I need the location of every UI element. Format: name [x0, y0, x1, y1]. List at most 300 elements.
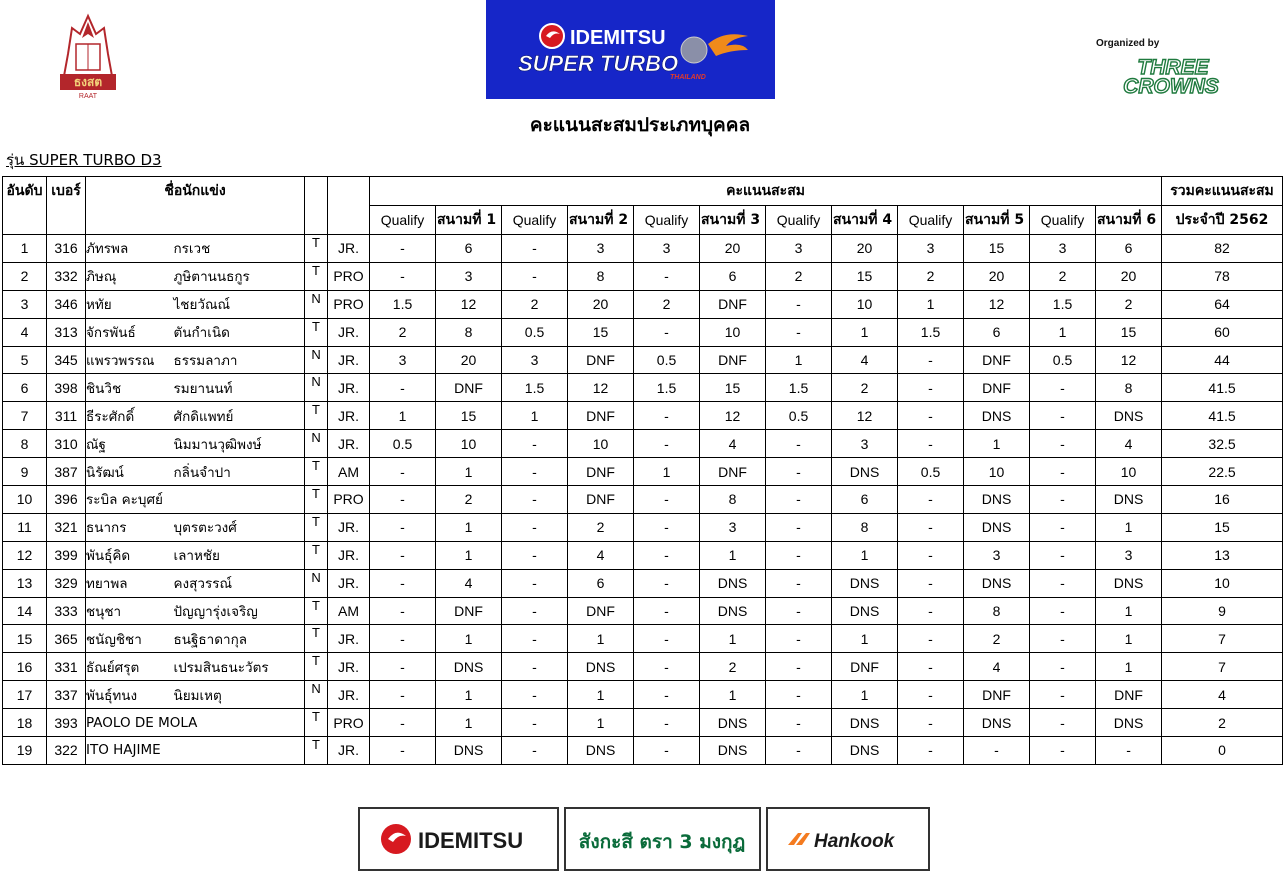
driver-last-name: นิมมานวุฒิพงษ์ [174, 430, 305, 458]
round-header-3: สนามที่ 3 [700, 206, 766, 235]
standings-row [3, 402, 1283, 430]
round-score: 3 [964, 541, 1030, 569]
round-score: 1 [832, 318, 898, 346]
class-header [328, 177, 370, 235]
round-score: 3 [1096, 541, 1162, 569]
qualify-score: - [766, 653, 832, 681]
rank-cell: 15 [3, 625, 47, 653]
qualify-score: - [634, 569, 700, 597]
qualify-score: 2 [766, 262, 832, 290]
round-score: 1 [436, 709, 502, 737]
sponsor-idemitsu [358, 807, 559, 871]
qualify-score: - [502, 709, 568, 737]
round-score: 4 [568, 541, 634, 569]
round-score: 1 [436, 681, 502, 709]
total-cell: 64 [1162, 290, 1283, 318]
total-cell: 2 [1162, 709, 1283, 737]
round-score: 6 [1096, 235, 1162, 263]
sponsor-2-name: สังกะสี ตรา 3 มงกุฎ [578, 831, 746, 853]
round-score: 4 [964, 653, 1030, 681]
class-cell: PRO [328, 262, 370, 290]
number-cell: 311 [47, 402, 86, 430]
raat-logo-text: RAAT [78, 93, 98, 100]
qualify-score: - [502, 262, 568, 290]
qualify-score: - [634, 318, 700, 346]
standings-row [3, 486, 1283, 514]
qualify-score: 3 [502, 346, 568, 374]
qualify-score: - [898, 541, 964, 569]
sponsor-1-name: IDEMITSU [418, 828, 524, 853]
qualify-header-2: Qualify [502, 206, 568, 235]
qualify-score: - [898, 597, 964, 625]
driver-last-name: เลาหชัย [174, 541, 305, 569]
total-cell: 82 [1162, 235, 1283, 263]
qualify-score: - [1030, 569, 1096, 597]
round-score: 2 [568, 513, 634, 541]
round-score: 10 [832, 290, 898, 318]
round-score: 12 [700, 402, 766, 430]
qualify-score: - [766, 597, 832, 625]
round-score: DNF [568, 486, 634, 514]
total-cell: 44 [1162, 346, 1283, 374]
round-score: DNS [832, 569, 898, 597]
qualify-score: - [370, 681, 436, 709]
round-score: 10 [1096, 458, 1162, 486]
organized-by-label: Organized by [1096, 38, 1160, 49]
round-score: DNF [568, 458, 634, 486]
qualify-score: - [634, 430, 700, 458]
total-cell: 41.5 [1162, 402, 1283, 430]
class-cell: JR. [328, 235, 370, 263]
number-cell: 399 [47, 541, 86, 569]
standings-row [3, 430, 1283, 458]
driver-first-name: ณัฐ [86, 430, 174, 458]
qualify-score: 0.5 [898, 458, 964, 486]
round-score: DNS [700, 709, 766, 737]
number-cell: 333 [47, 597, 86, 625]
driver-first-name: ภัทรพล [86, 235, 174, 263]
driver-first-name: ชนุชา [86, 597, 174, 625]
qualify-score: 1 [502, 402, 568, 430]
rank-header: อันดับ [3, 177, 47, 235]
total-year-header: ประจำปี 2562 [1162, 206, 1283, 235]
driver-first-name: พันธุ์ทนง [86, 681, 174, 709]
qualify-score: - [1030, 625, 1096, 653]
driver-last-name: ตันกำเนิด [174, 318, 305, 346]
qualify-score: - [370, 709, 436, 737]
qualify-score: - [634, 709, 700, 737]
round-header-2: สนามที่ 2 [568, 206, 634, 235]
rank-cell: 19 [3, 737, 47, 765]
qualify-score: - [1030, 513, 1096, 541]
round-score: 8 [436, 318, 502, 346]
qualify-score: 1 [1030, 318, 1096, 346]
round-score: 20 [832, 235, 898, 263]
qualify-score: - [502, 737, 568, 765]
round-score: 1 [1096, 653, 1162, 681]
qualify-score: - [502, 541, 568, 569]
round-score: DNS [964, 513, 1030, 541]
round-score: 1 [436, 541, 502, 569]
round-score: 8 [964, 597, 1030, 625]
round-score: DNF [436, 597, 502, 625]
qualify-score: 1.5 [502, 374, 568, 402]
round-score: 1 [436, 513, 502, 541]
driver-first-name: ระบิล คะบุศย์ [86, 486, 174, 514]
qualify-score: - [370, 653, 436, 681]
qualify-score: - [634, 681, 700, 709]
round-score: DNS [700, 737, 766, 765]
total-cell: 9 [1162, 597, 1283, 625]
driver-first-name: PAOLO DE MOLA [86, 709, 174, 737]
qualify-score: - [898, 430, 964, 458]
total-cell: 78 [1162, 262, 1283, 290]
rank-cell: 4 [3, 318, 47, 346]
driver-first-name: ทยาพล [86, 569, 174, 597]
total-cell: 15 [1162, 513, 1283, 541]
qualify-score: 0.5 [1030, 346, 1096, 374]
round-score: DNS [700, 597, 766, 625]
number-cell: 310 [47, 430, 86, 458]
raat-logo-thai: ธงสต [73, 75, 103, 89]
qualify-score: 2 [502, 290, 568, 318]
nationality-code: T [305, 541, 328, 569]
qualify-score: - [634, 541, 700, 569]
driver-first-name: ITO HAJIME [86, 737, 174, 765]
rank-cell: 2 [3, 262, 47, 290]
qualify-score: 2 [898, 262, 964, 290]
total-cell: 22.5 [1162, 458, 1283, 486]
round-score: DNF [700, 458, 766, 486]
round-score: DNS [964, 486, 1030, 514]
qualify-score: - [898, 374, 964, 402]
qualify-score: 1.5 [370, 290, 436, 318]
qualify-score: - [370, 374, 436, 402]
sponsor-3-name: Hankook [814, 831, 895, 852]
total-cell: 10 [1162, 569, 1283, 597]
round-score: DNS [568, 737, 634, 765]
qualify-score: - [502, 430, 568, 458]
name-header: ชื่อนักแข่ง [86, 177, 305, 235]
round-score: DNS [1096, 709, 1162, 737]
standings-row [3, 625, 1283, 653]
number-cell: 393 [47, 709, 86, 737]
standings-row [3, 235, 1283, 263]
nationality-code: T [305, 625, 328, 653]
flame-icon [708, 34, 748, 56]
qualify-score: - [898, 486, 964, 514]
rank-cell: 1 [3, 235, 47, 263]
round-header-5: สนามที่ 5 [964, 206, 1030, 235]
round-score: DNS [832, 709, 898, 737]
qualify-score: - [634, 597, 700, 625]
round-score: 4 [1096, 430, 1162, 458]
number-cell: 321 [47, 513, 86, 541]
qualify-score: - [502, 597, 568, 625]
qualify-score: - [370, 597, 436, 625]
qualify-score: - [502, 486, 568, 514]
class-cell: PRO [328, 290, 370, 318]
qualify-score: - [502, 458, 568, 486]
round-score: 1 [436, 458, 502, 486]
number-cell: 331 [47, 653, 86, 681]
qualify-header-1: Qualify [370, 206, 436, 235]
round-score: DNF [964, 681, 1030, 709]
round-score: 12 [436, 290, 502, 318]
round-score: 1 [568, 681, 634, 709]
qualify-score: 0.5 [502, 318, 568, 346]
round-score: 2 [964, 625, 1030, 653]
round-score: DNS [1096, 569, 1162, 597]
round-score: 8 [832, 513, 898, 541]
round-score: DNS [1096, 486, 1162, 514]
qualify-score: - [502, 513, 568, 541]
qualify-header-6: Qualify [1030, 206, 1096, 235]
driver-last-name: กลิ่นจำปา [174, 458, 305, 486]
standings-row [3, 346, 1283, 374]
driver-first-name: ชินวิช [86, 374, 174, 402]
qualify-score: - [766, 458, 832, 486]
qualify-score: - [766, 625, 832, 653]
rank-cell: 5 [3, 346, 47, 374]
number-cell: 396 [47, 486, 86, 514]
standings-row [3, 458, 1283, 486]
class-cell: AM [328, 458, 370, 486]
standings-row [3, 597, 1283, 625]
round-score: DNS [1096, 402, 1162, 430]
driver-first-name: แพรวพรรณ [86, 346, 174, 374]
qualify-score: - [634, 402, 700, 430]
number-cell: 329 [47, 569, 86, 597]
class-cell: PRO [328, 486, 370, 514]
round-score: 12 [568, 374, 634, 402]
round-score: 6 [700, 262, 766, 290]
driver-last-name: ภูษิตานนธกูร [174, 262, 305, 290]
round-header-6: สนามที่ 6 [1096, 206, 1162, 235]
qualify-score: - [766, 737, 832, 765]
qualify-score: - [634, 486, 700, 514]
round-score: - [964, 737, 1030, 765]
nationality-code: T [305, 486, 328, 514]
round-score: DNS [964, 569, 1030, 597]
standings-row [3, 374, 1283, 402]
round-score: 15 [832, 262, 898, 290]
rank-cell: 17 [3, 681, 47, 709]
qualify-score: 3 [370, 346, 436, 374]
qualify-score: 1 [634, 458, 700, 486]
round-score: 1 [700, 681, 766, 709]
qualify-score: - [370, 569, 436, 597]
round-score: 3 [568, 235, 634, 263]
qualify-score: - [370, 737, 436, 765]
round-score: DNS [436, 653, 502, 681]
class-cell: JR. [328, 681, 370, 709]
round-score: DNS [436, 737, 502, 765]
qualify-score: - [502, 625, 568, 653]
nationality-code: T [305, 597, 328, 625]
nationality-code: N [305, 346, 328, 374]
class-cell: JR. [328, 374, 370, 402]
driver-first-name: ธนากร [86, 513, 174, 541]
qualify-score: - [766, 541, 832, 569]
nationality-code: T [305, 235, 328, 263]
class-cell: JR. [328, 318, 370, 346]
round-header-4: สนามที่ 4 [832, 206, 898, 235]
qualify-score: 3 [766, 235, 832, 263]
number-cell: 332 [47, 262, 86, 290]
round-score: 20 [436, 346, 502, 374]
qualify-score: 0.5 [370, 430, 436, 458]
round-score: 12 [832, 402, 898, 430]
standings-row [3, 541, 1283, 569]
driver-last-name: คงสุวรรณ์ [174, 569, 305, 597]
round-score: 8 [1096, 374, 1162, 402]
standings-row [3, 513, 1283, 541]
round-score: 2 [832, 374, 898, 402]
total-header: รวมคะแนนสะสม [1162, 177, 1283, 206]
round-score: 1 [700, 625, 766, 653]
nationality-code: N [305, 430, 328, 458]
driver-first-name: จักรพันธ์ [86, 318, 174, 346]
qualify-score: - [1030, 653, 1096, 681]
round-score: 6 [436, 235, 502, 263]
qualify-score: - [1030, 458, 1096, 486]
class-cell: JR. [328, 430, 370, 458]
qualify-score: 0.5 [766, 402, 832, 430]
total-cell: 7 [1162, 653, 1283, 681]
number-cell: 313 [47, 318, 86, 346]
total-cell: 4 [1162, 681, 1283, 709]
qualify-score: - [766, 290, 832, 318]
qualify-score: - [766, 681, 832, 709]
rank-cell: 14 [3, 597, 47, 625]
qualify-score: - [898, 346, 964, 374]
class-cell: JR. [328, 625, 370, 653]
standings-row [3, 262, 1283, 290]
qualify-score: - [1030, 374, 1096, 402]
round-score: 10 [568, 430, 634, 458]
driver-last-name: เปรมสินธนะวัตร [174, 653, 305, 681]
round-score: 10 [964, 458, 1030, 486]
number-cell: 387 [47, 458, 86, 486]
qualify-score: - [898, 709, 964, 737]
class-cell: JR. [328, 346, 370, 374]
qualify-score: - [1030, 541, 1096, 569]
qualify-score: - [370, 541, 436, 569]
idemitsu-emblem-icon [381, 824, 411, 854]
qualify-score: 3 [898, 235, 964, 263]
class-cell: JR. [328, 569, 370, 597]
nationality-code: N [305, 569, 328, 597]
class-cell: JR. [328, 541, 370, 569]
round-score: 2 [700, 653, 766, 681]
qualify-score: - [898, 625, 964, 653]
qualify-score: - [634, 737, 700, 765]
number-cell: 337 [47, 681, 86, 709]
qualify-score: 2 [370, 318, 436, 346]
qualify-score: - [766, 513, 832, 541]
qualify-score: - [370, 513, 436, 541]
round-score: 3 [832, 430, 898, 458]
qualify-score: - [1030, 597, 1096, 625]
nationality-code: T [305, 458, 328, 486]
driver-first-name: ธีระศักดิ์ [86, 402, 174, 430]
round-score: 10 [436, 430, 502, 458]
round-score: DNF [700, 290, 766, 318]
organizer-name-line1: THREE [1137, 56, 1209, 79]
round-score: 8 [568, 262, 634, 290]
class-cell: AM [328, 597, 370, 625]
round-score: 1 [436, 625, 502, 653]
standings-row [3, 681, 1283, 709]
nationality-code: T [305, 709, 328, 737]
standings-row [3, 569, 1283, 597]
standings-row [3, 709, 1283, 737]
driver-first-name: ภิษณุ [86, 262, 174, 290]
qualify-score: - [766, 486, 832, 514]
number-cell: 322 [47, 737, 86, 765]
qualify-score: 1 [370, 402, 436, 430]
qualify-header-3: Qualify [634, 206, 700, 235]
code-header [305, 177, 328, 235]
driver-first-name: ชนัญชิชา [86, 625, 174, 653]
driver-last-name: บุตรตะวงศ์ [174, 513, 305, 541]
qualify-score: - [634, 625, 700, 653]
standings-row [3, 653, 1283, 681]
qualify-score: 3 [634, 235, 700, 263]
idemitsu-emblem-icon [540, 24, 564, 48]
driver-first-name: หทัย [86, 290, 174, 318]
qualify-score: - [1030, 681, 1096, 709]
round-score: 20 [700, 235, 766, 263]
class-cell: PRO [328, 709, 370, 737]
round-score: 4 [832, 346, 898, 374]
standings-body [3, 235, 1283, 765]
qualify-score: - [898, 402, 964, 430]
qualify-score: - [766, 318, 832, 346]
nationality-code: T [305, 653, 328, 681]
center-logo-series: SUPER TURBO [518, 51, 679, 76]
nationality-code: T [305, 262, 328, 290]
qualify-score: - [766, 709, 832, 737]
driver-last-name [174, 737, 305, 765]
qualify-score: - [634, 262, 700, 290]
round-score: 12 [1096, 346, 1162, 374]
qualify-score: 2 [1030, 262, 1096, 290]
round-header-1: สนามที่ 1 [436, 206, 502, 235]
driver-last-name: ปัญญารุ่งเจริญ [174, 597, 305, 625]
qualify-score: - [370, 262, 436, 290]
qualify-score: - [898, 569, 964, 597]
round-score: 8 [700, 486, 766, 514]
round-score: 3 [436, 262, 502, 290]
driver-first-name: พันธุ์คิด [86, 541, 174, 569]
idemitsu-super-turbo-logo [486, 0, 775, 99]
rank-cell: 10 [3, 486, 47, 514]
nationality-code: N [305, 290, 328, 318]
driver-last-name: กรเวช [174, 235, 305, 263]
number-header: เบอร์ [47, 177, 86, 235]
round-score: 1 [568, 709, 634, 737]
number-cell: 346 [47, 290, 86, 318]
round-score: DNS [832, 737, 898, 765]
round-score: 2 [1096, 290, 1162, 318]
standings-row [3, 290, 1283, 318]
organizer-name-line2: CROWNS [1123, 75, 1219, 98]
qualify-header-4: Qualify [766, 206, 832, 235]
rank-cell: 9 [3, 458, 47, 486]
qualify-score: - [502, 569, 568, 597]
